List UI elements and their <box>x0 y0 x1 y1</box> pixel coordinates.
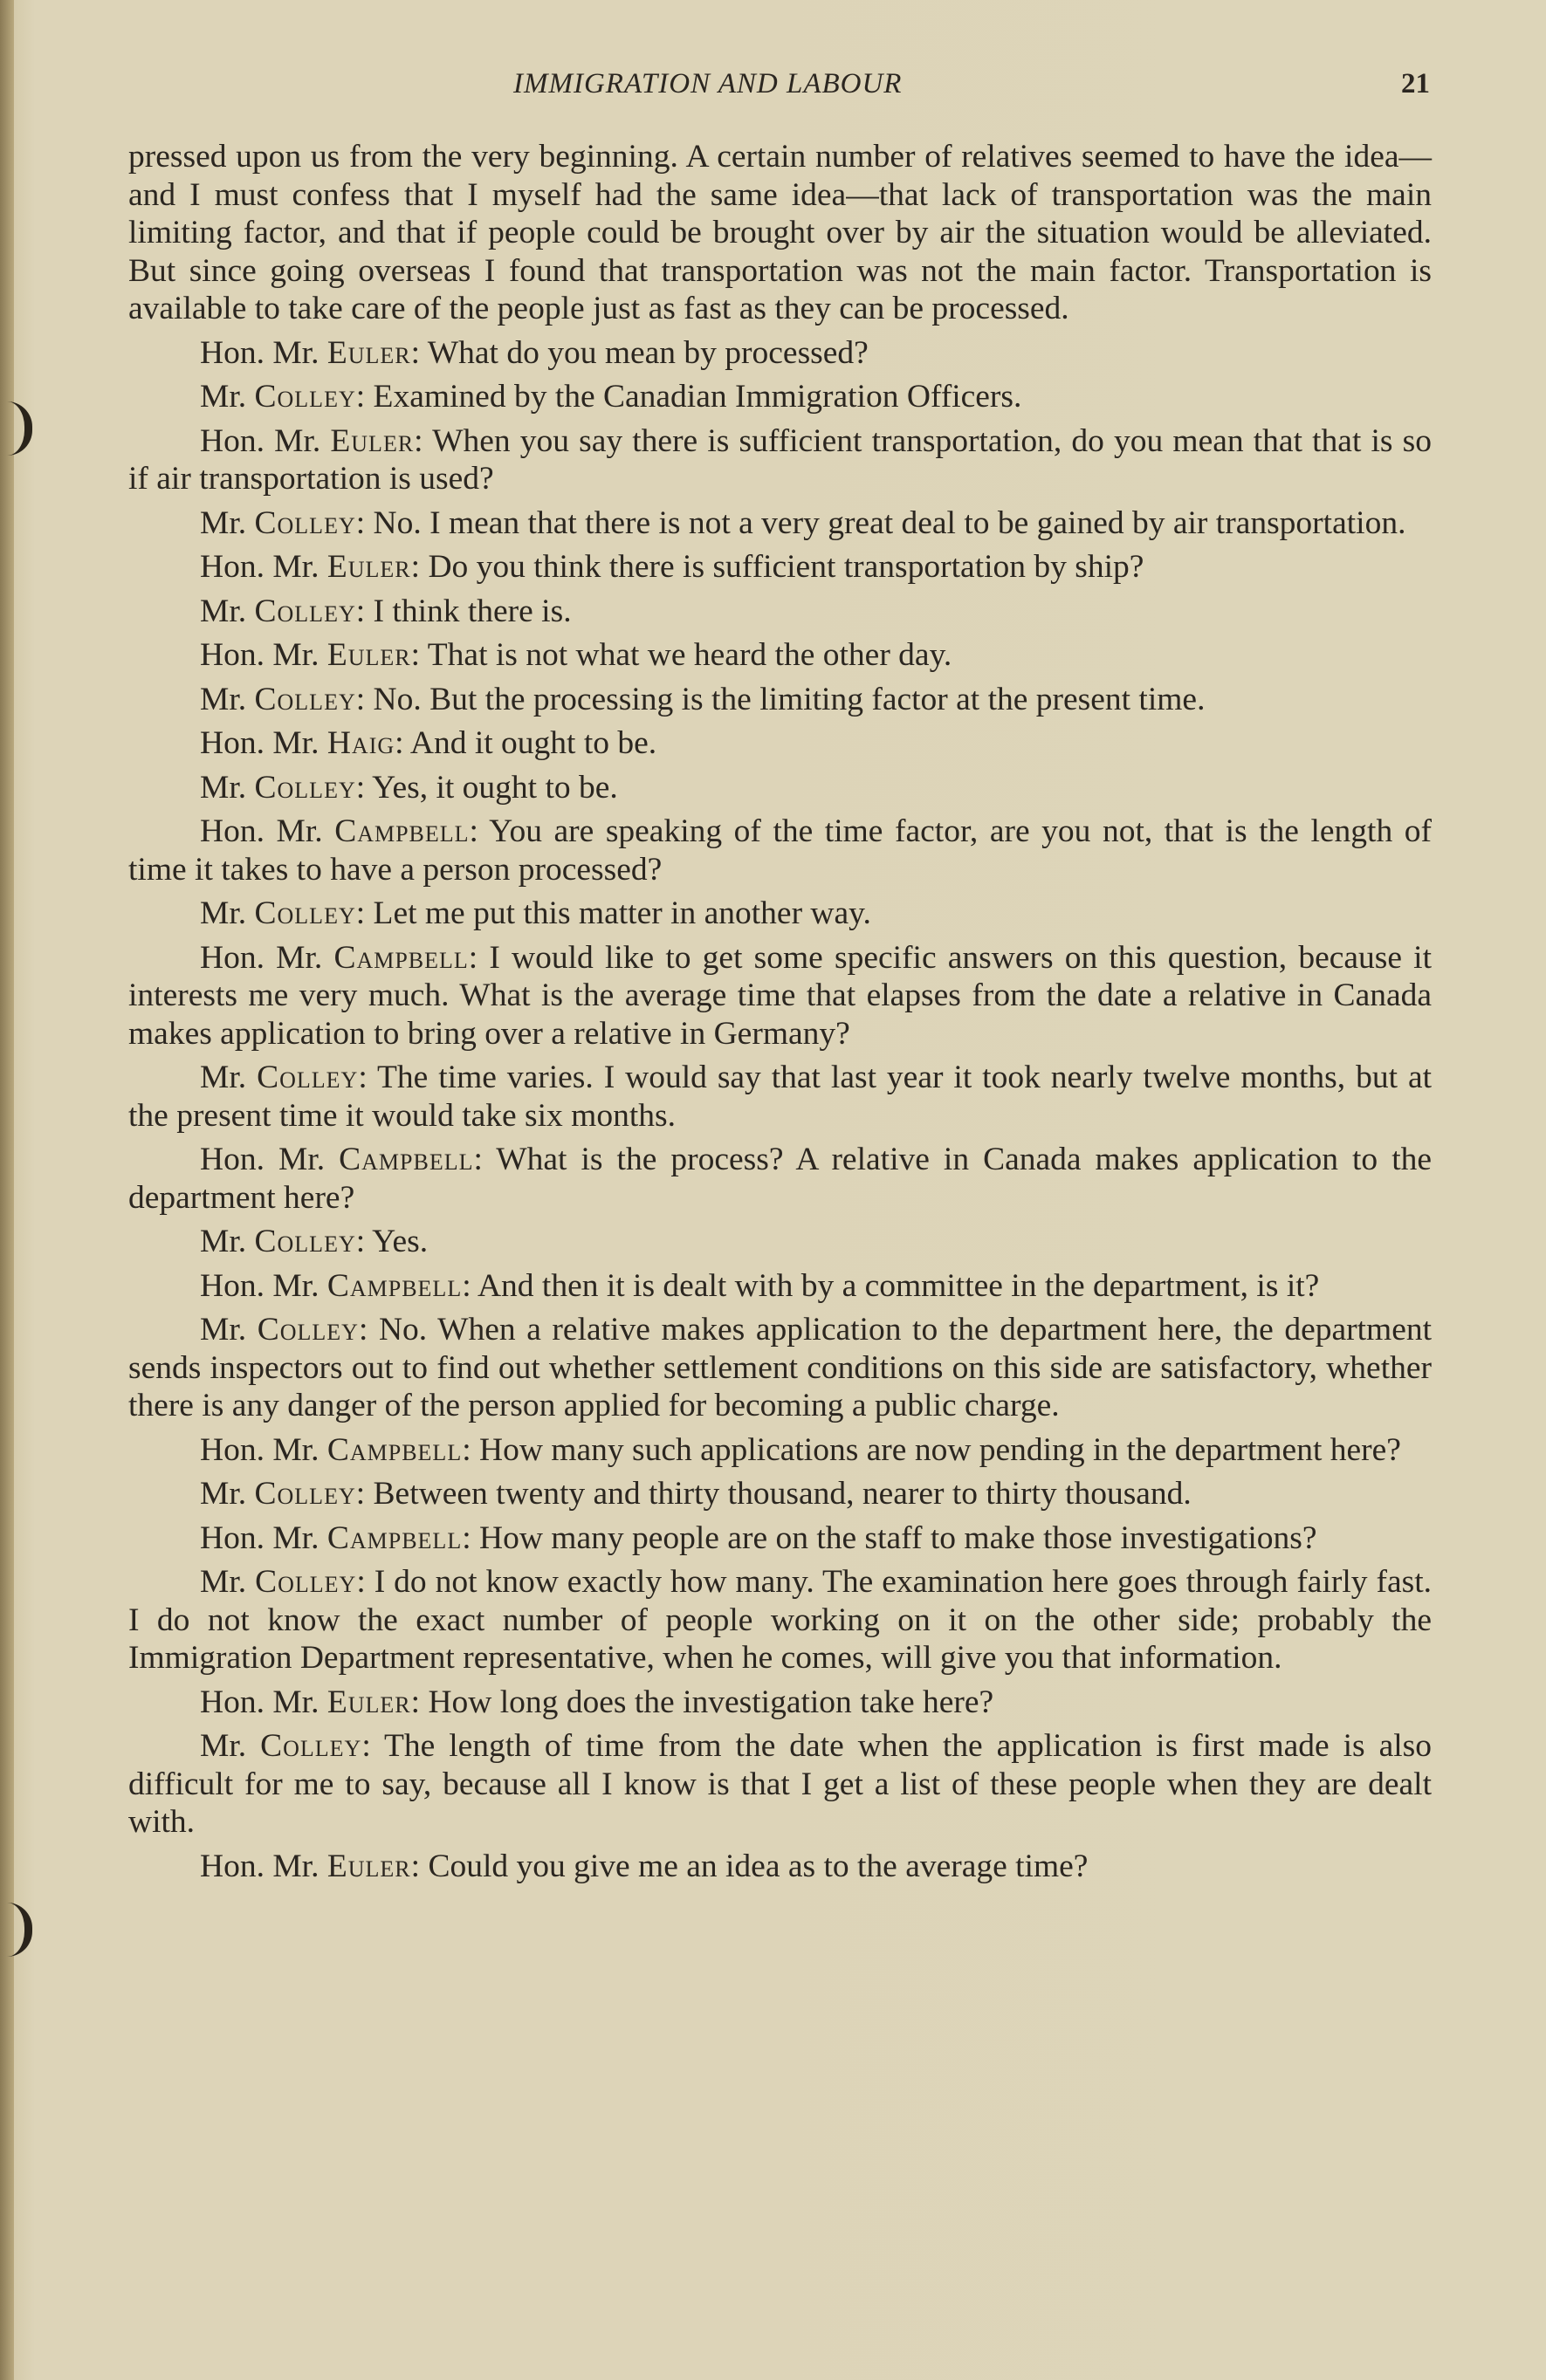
speaker-name: Campbell <box>326 1431 463 1468</box>
speaker-prefix: Hon. Mr. <box>200 1267 327 1304</box>
paragraph-text: Yes, it ought to be. <box>372 769 618 806</box>
binder-clip-top-icon <box>7 401 32 456</box>
paragraph-text: And it ought to be. <box>409 725 657 761</box>
speaker-prefix: Hon. Mr. <box>200 939 334 976</box>
speaker-name: Euler <box>326 1848 411 1884</box>
paragraph-text: You are speaking of the time factor, are you not, that is the length of time it takes to have a person processed? <box>128 813 1433 888</box>
paragraph-text: The length of time from the date when the application is first made is also difficult for me to say, because all I know is that I get a list of these people when they are dealt with. <box>128 1728 1432 1840</box>
speaker-name: Campbell <box>326 1267 463 1304</box>
paragraph: Hon. Mr. Euler: How long does the investigation take here? <box>200 1684 994 1720</box>
paragraph: Mr. Colley: Examined by the Canadian Immigration Officers. <box>200 379 1022 415</box>
paragraph-text: I do not know exactly how many. The examination here goes through fairly fast. I do not know the exact number of people working on it on the other side; probably the Immigration Department representative, when he comes, will give you that information. <box>128 1564 1432 1676</box>
paragraph-text: No. But the processing is the limiting factor at the present time. <box>373 681 1206 717</box>
paragraph: Hon. Mr. Campbell: You are speaking of the time factor, are you not, that is the length of time it takes to have a person processed? <box>128 813 1433 888</box>
page-header <box>0 68 1546 108</box>
paragraph: Hon. Mr. Campbell: I would like to get some specific answers on this question, because it interests me very much. What is the average time that elapses from the date a relative in Canada makes application to bring over a relative in Germany? <box>128 939 1433 1052</box>
speaker-prefix: Hon. Mr. <box>200 1142 340 1177</box>
paragraph: Hon. Mr. Euler: Do you think there is sufficient transportation by ship? <box>200 549 1144 585</box>
speaker-name: Euler <box>326 334 411 371</box>
paragraph-text: Examined by the Canadian Immigration Officers. <box>373 379 1022 415</box>
speaker-name: Colley <box>257 1312 359 1348</box>
speaker-prefix: Hon. Mr. <box>200 725 327 761</box>
speaker-name: Campbell <box>339 1142 474 1177</box>
speaker-name: Colley <box>254 681 356 717</box>
speaker-prefix: Mr. <box>200 1060 258 1095</box>
paragraph: Hon. Mr. Haig: And it ought to be. <box>200 725 657 761</box>
speaker-prefix: Mr. <box>200 1224 255 1259</box>
paragraph-text: And then it is dealt with by a committee in the department, is it? <box>477 1267 1320 1304</box>
paragraph: Mr. Colley: The length of time from the date when the application is first made is also difficult for me to say, because all I know is that I get a list of these people when they are dealt with. <box>128 1728 1432 1840</box>
speaker-prefix: Mr. <box>200 1564 256 1600</box>
paragraph-text: The time varies. I would say that last year it took nearly twelve months, but at the present time it would take six months. <box>128 1060 1433 1134</box>
paragraph-text: pressed upon us from the very beginning. A certain number of relatives seemed to have the idea—and I must confess that I myself had the same idea—that lack of transportation was the main limiting factor, and that if people could be brought over by air the situation would be alleviated. But since going overseas I found that transportation was not the main factor. Transportation is available to take care of the people just as fast as they can be processed. <box>128 139 1432 326</box>
speaker-prefix: Hon. Mr. <box>200 422 331 459</box>
paragraph: Mr. Colley: No. I mean that there is not a very great deal to be gained by air transportation. <box>200 504 1406 541</box>
speaker-prefix: Hon. Mr. <box>200 1519 327 1556</box>
paragraph: Mr. Colley: Yes. <box>200 1224 429 1259</box>
paragraph-text: How many such applications are now pending in the department here? <box>479 1431 1401 1468</box>
paragraph: Mr. Colley: No. When a relative makes application to the department here, the department sends inspectors out to find out whether settlement conditions on this side are satisfactory, whether there is any danger of the person applied for becoming a public charge. <box>128 1312 1433 1423</box>
speaker-name: Euler <box>326 549 411 585</box>
speaker-name: Colley <box>254 593 356 629</box>
paragraph-text: No. When a relative makes application to the department here, the department sends inspectors out to find out whether settlement conditions on this side are satisfactory, whether there is any danger of the person applied for becoming a public charge. <box>128 1312 1433 1423</box>
speaker-prefix: Hon. Mr. <box>200 1684 327 1720</box>
paragraph-text: Between twenty and thirty thousand, nearer to thirty thousand. <box>373 1476 1192 1512</box>
speaker-name: Colley <box>254 504 356 541</box>
speaker-prefix: Mr. <box>200 681 255 717</box>
speaker-prefix: Mr. <box>200 379 255 415</box>
speaker-prefix: Hon. Mr. <box>200 549 327 585</box>
paragraph-text: How long does the investigation take here? <box>428 1684 994 1720</box>
speaker-prefix: Mr. <box>200 1476 255 1512</box>
paragraph: Hon. Mr. Euler: That is not what we heard the other day. <box>200 637 952 673</box>
speaker-name: Colley <box>254 1476 356 1512</box>
speaker-prefix: Mr. <box>200 895 255 931</box>
paragraph-text: Do you think there is sufficient transportation by ship? <box>428 549 1144 585</box>
running-head-title: IMMIGRATION AND LABOUR <box>513 68 903 99</box>
paragraph-text: What do you mean by processed? <box>427 334 869 371</box>
speaker-prefix: Mr. <box>200 593 255 629</box>
speaker-name: Euler <box>330 422 415 459</box>
paragraph-text: What is the process? A relative in Canada makes application to the department here? <box>128 1142 1433 1216</box>
paragraph: Hon. Mr. Campbell: How many people are on the staff to make those investigations? <box>200 1519 1317 1556</box>
paragraph: Mr. Colley: I do not know exactly how many. The examination here goes through fairly fast. I do not know the exact number of people working on it on the other side; probably the Immigration Department representative, when he comes, will give you that information. <box>128 1564 1432 1676</box>
paragraph: Hon. Mr. Euler: What do you mean by processed? <box>200 334 869 371</box>
paragraph-text: Could you give me an idea as to the average time? <box>428 1848 1089 1884</box>
speaker-prefix: Hon. Mr. <box>200 813 335 849</box>
speaker-prefix: Hon. Mr. <box>200 1848 327 1884</box>
paragraph-text: That is not what we heard the other day. <box>427 637 952 673</box>
transcript-body <box>128 138 1432 1891</box>
paragraph: Hon. Mr. Campbell: And then it is dealt with by a committee in the department, is it? <box>200 1267 1320 1304</box>
paragraph: Mr. Colley: The time varies. I would say that last year it took nearly twelve months, but at the present time it would take six months. <box>128 1060 1433 1134</box>
speaker-name: Colley <box>254 895 356 931</box>
speaker-name: Campbell <box>326 1519 463 1556</box>
paragraph <box>128 138 1432 328</box>
paragraph: Mr. Colley: Yes, it ought to be. <box>200 769 618 806</box>
speaker-name: Campbell <box>334 813 470 849</box>
speaker-name: Colley <box>255 1564 357 1600</box>
speaker-prefix: Mr. <box>200 1312 258 1348</box>
paragraph: Hon. Mr. Euler: When you say there is sufficient transportation, do you mean that that is so if air transportation is used? <box>128 422 1432 497</box>
speaker-prefix: Mr. <box>200 504 255 541</box>
page-binding-edge <box>0 0 14 2380</box>
speaker-prefix: Hon. Mr. <box>200 1431 327 1468</box>
paragraph: Hon. Mr. Euler: Could you give me an idea as to the average time? <box>200 1848 1089 1884</box>
speaker-prefix: Hon. Mr. <box>200 334 327 371</box>
paragraph-text: Yes. <box>372 1224 429 1259</box>
paragraph: Hon. Mr. Campbell: How many such applications are now pending in the department here? <box>200 1431 1401 1468</box>
speaker-name: Euler <box>326 637 411 673</box>
paragraph: Hon. Mr. Campbell: What is the process? A relative in Canada makes application to the department here? <box>128 1142 1433 1216</box>
paragraph-text: I think there is. <box>373 593 572 629</box>
speaker-prefix: Hon. Mr. <box>200 637 327 673</box>
speaker-name: Campbell <box>333 939 469 976</box>
paragraph-text: When you say there is sufficient transportation, do you mean that that is so if air transportation is used? <box>128 422 1432 497</box>
paragraph-text: How many people are on the staff to make those investigations? <box>479 1519 1317 1556</box>
speaker-name: Colley <box>254 1224 356 1259</box>
speaker-name: Haig <box>326 725 395 761</box>
paragraph-text: I would like to get some specific answers on this question, because it interests me very much. What is the average time that elapses from the date a relative in Canada makes application to bring over a relative in Germany? <box>128 939 1433 1052</box>
speaker-name: Euler <box>326 1684 411 1720</box>
paragraph: Mr. Colley: I think there is. <box>200 593 572 629</box>
paragraph: Mr. Colley: Let me put this matter in another way. <box>200 895 871 931</box>
binder-clip-bottom-icon <box>7 1903 32 1957</box>
paragraph-text: Let me put this matter in another way. <box>373 895 871 931</box>
speaker-name: Colley <box>254 769 356 806</box>
speaker-prefix: Mr. <box>200 1728 261 1764</box>
paragraph: Mr. Colley: Between twenty and thirty thousand, nearer to thirty thousand. <box>200 1476 1192 1512</box>
speaker-name: Colley <box>260 1728 362 1764</box>
page-number: 21 <box>1401 68 1430 99</box>
speaker-name: Colley <box>257 1060 359 1095</box>
paragraph-text: No. I mean that there is not a very great deal to be gained by air transportation. <box>373 504 1406 541</box>
paragraph: Mr. Colley: No. But the processing is the limiting factor at the present time. <box>200 681 1206 717</box>
speaker-name: Colley <box>254 379 356 415</box>
speaker-prefix: Mr. <box>200 769 255 806</box>
